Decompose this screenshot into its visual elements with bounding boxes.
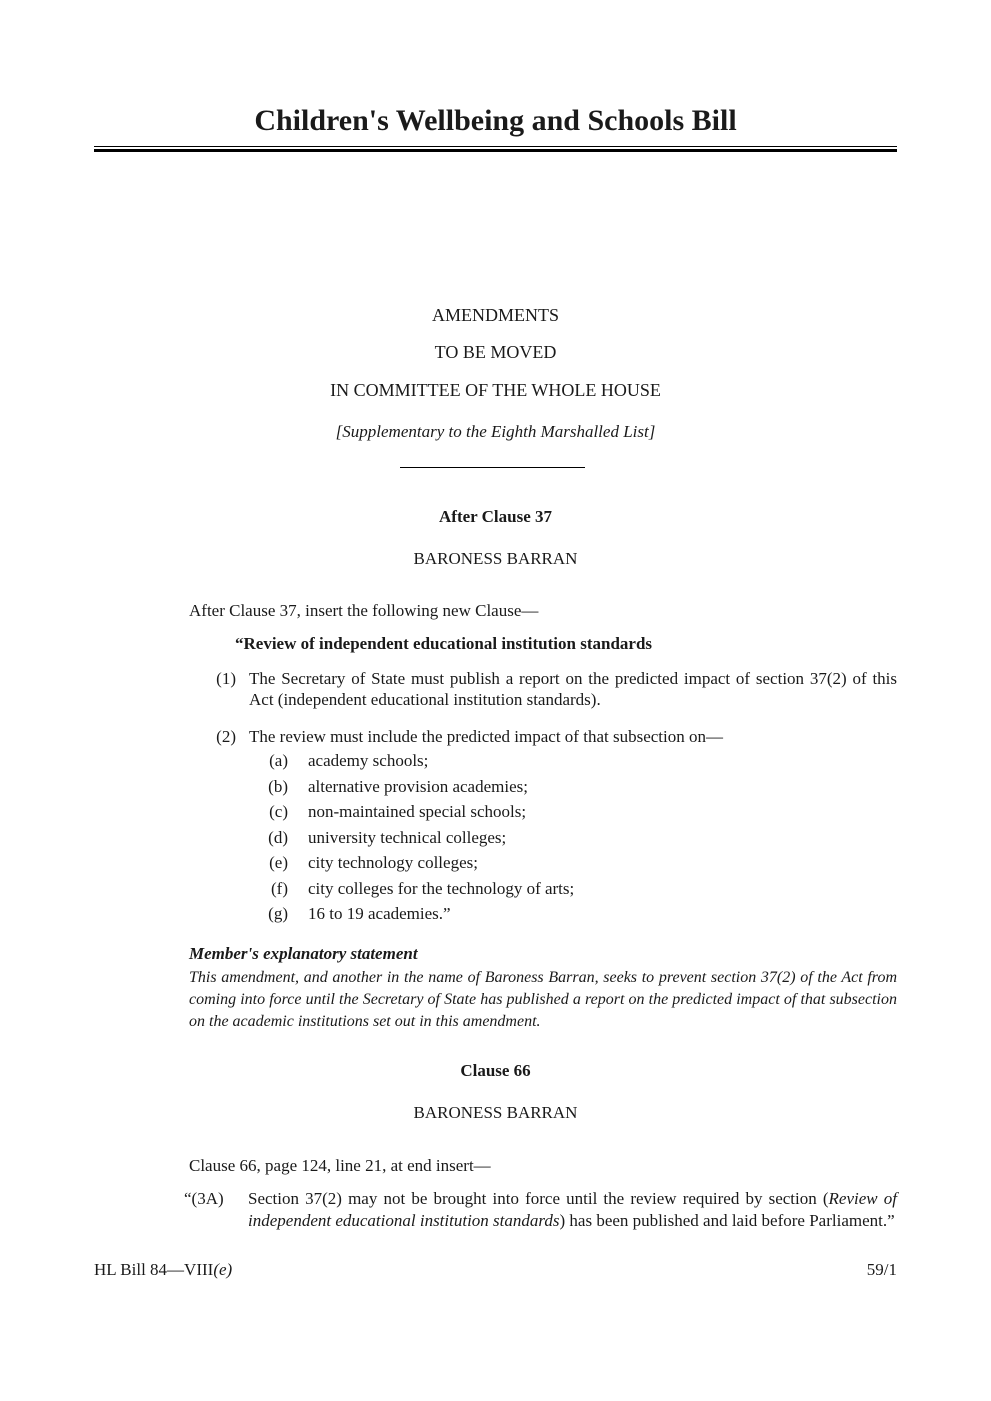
subsection-text: Section 37(2) may not be brought into force until the review required by section (Review of independent educational institution standards) has been published and laid before Parliament.”: [248, 1189, 897, 1230]
list-item: (d) university technical colleges;: [268, 827, 507, 847]
subsection-1: [200, 668, 897, 710]
heading-committee: IN COMMITTEE OF THE WHOLE HOUSE: [330, 380, 661, 400]
title-rule-thick: [94, 149, 897, 152]
subsection-2: [200, 726, 897, 747]
list-item: (b) alternative provision academies;: [268, 776, 528, 796]
section-divider: [400, 467, 585, 468]
list-item: (g) 16 to 19 academies.”: [268, 904, 451, 923]
heading-amendments: AMENDMENTS: [431, 305, 559, 325]
new-clause-title: “Review of independent educational institution standards: [235, 634, 653, 653]
institution-list: [250, 748, 575, 927]
amendment-lead-in: Clause 66, page 124, line 21, at end insert—: [189, 1156, 491, 1175]
subsection-text: The Secretary of State must publish a report on the predicted impact of section 37(2) of this Act (independent educational institution standards).: [249, 669, 897, 709]
member-name: BARONESS BARRAN: [413, 549, 578, 568]
list-item: (c) non-maintained special schools;: [269, 802, 527, 821]
title-rule-thin: [94, 146, 897, 147]
bill-title: Children's Wellbeing and Schools Bill: [254, 104, 737, 137]
explanatory-statement-heading: Member's explanatory statement: [189, 944, 418, 963]
clause-heading-after-37: After Clause 37: [439, 507, 552, 526]
inserted-subsection-3A: [184, 1188, 897, 1231]
subsection-text: The review must include the predicted impact of that subsection on—: [249, 727, 723, 746]
page-number: 59/1: [866, 1260, 897, 1279]
subsection-number: (1): [216, 669, 236, 688]
clause-heading-66: Clause 66: [460, 1061, 531, 1080]
bill-reference: HL Bill 84—VIII(e): [94, 1260, 233, 1279]
subsection-number: “(3A): [184, 1189, 224, 1208]
amendment-lead-in: After Clause 37, insert the following new Clause—: [189, 601, 539, 620]
list-item: (a) academy schools;: [269, 751, 429, 770]
subsection-number: (2): [216, 727, 236, 746]
heading-to-be-moved: TO BE MOVED: [434, 342, 557, 362]
supplementary-note: [Supplementary to the Eighth Marshalled List]: [335, 422, 656, 441]
list-item: (f) city colleges for the technology of arts;: [271, 878, 575, 898]
list-item: (e) city technology colleges;: [269, 853, 478, 872]
member-name: BARONESS BARRAN: [413, 1103, 578, 1122]
explanatory-statement-text: This amendment, and another in the name of Baroness Barran, seeks to prevent section 37(2) of the Act from coming into force until the Secretary of State has published a report on the predicted impact of that subsection on the academic institutions set out in this amendment.: [189, 969, 897, 1030]
